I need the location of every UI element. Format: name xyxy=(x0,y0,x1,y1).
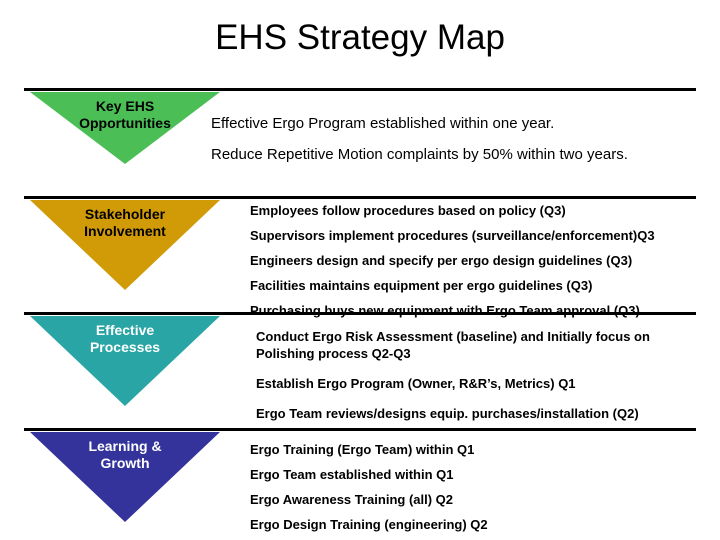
list-item: Engineers design and specify per ergo design guidelines (Q3) xyxy=(250,253,633,268)
list-item xyxy=(256,328,686,362)
band-label xyxy=(30,206,220,240)
band-label xyxy=(30,98,220,132)
list-item: Effective Ergo Program established within one year. xyxy=(211,115,555,132)
triangle-effective-processes xyxy=(30,316,220,388)
band-items-effective-processes xyxy=(256,328,686,435)
list-item-text: Establish Ergo Program (Owner, R&R’s, Metrics) Q1 xyxy=(256,376,576,391)
band-stakeholder-involvement xyxy=(30,200,220,272)
band-learning-and-growth xyxy=(30,432,220,504)
list-item: Purchasing buys new equipment with Ergo Team approval (Q3) xyxy=(250,303,640,318)
band-label xyxy=(30,438,220,472)
list-item: Ergo Design Training (engineering) Q2 xyxy=(250,517,488,532)
band-label-line2: Opportunities xyxy=(79,115,171,131)
list-item: Employees follow procedures based on policy (Q3) xyxy=(250,203,566,218)
band-items-key-ehs-opportunities xyxy=(211,108,628,170)
band-items-stakeholder-involvement xyxy=(250,198,655,323)
band-items-learning-and-growth xyxy=(250,437,488,537)
list-item-text: Conduct Ergo Risk Assessment (baseline) and Initially focus on Polishing process Q2-Q3 xyxy=(256,329,650,361)
band-label-line1: Learning & xyxy=(88,438,162,454)
list-item: Ergo Awareness Training (all) Q2 xyxy=(250,492,454,507)
triangle-learning-and-growth xyxy=(30,432,220,504)
band-label-line2: Involvement xyxy=(84,223,166,239)
list-item: Ergo Team established within Q1 xyxy=(250,467,454,482)
divider-top xyxy=(24,88,696,91)
triangle-stakeholder-involvement xyxy=(30,200,220,272)
band-label-line1: Effective xyxy=(95,322,155,338)
list-item: Reduce Repetitive Motion complaints by 50% within two years. xyxy=(211,146,628,163)
list-item xyxy=(256,375,686,392)
band-label xyxy=(30,322,220,356)
triangle-key-ehs-opportunities xyxy=(30,92,220,164)
list-item xyxy=(256,405,686,422)
list-item: Facilities maintains equipment per ergo guidelines (Q3) xyxy=(250,278,593,293)
band-label-line1: Stakeholder xyxy=(84,206,166,222)
band-effective-processes xyxy=(30,316,220,388)
band-label-line1: Key EHS xyxy=(95,98,155,114)
list-item-text: Ergo Team reviews/designs equip. purchases/installation (Q2) xyxy=(256,406,639,421)
list-item: Ergo Training (Ergo Team) within Q1 xyxy=(250,442,475,457)
band-label-line2: Processes xyxy=(89,339,161,355)
list-item: Supervisors implement procedures (surveillance/enforcement)Q3 xyxy=(250,228,655,243)
band-key-ehs-opportunities xyxy=(30,92,220,164)
band-label-line2: Growth xyxy=(100,455,150,471)
page-title: EHS Strategy Map xyxy=(215,18,505,57)
